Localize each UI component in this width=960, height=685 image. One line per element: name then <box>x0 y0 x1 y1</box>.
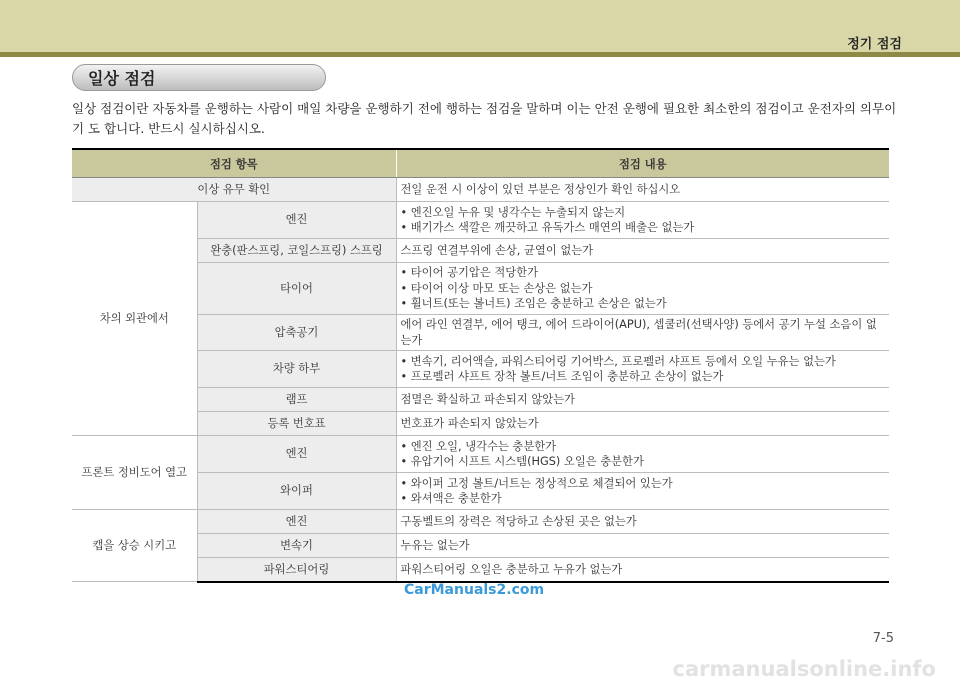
row-item: 타이어 <box>197 263 396 315</box>
row-item: 엔진 <box>197 202 396 239</box>
row-desc: 스프링 연결부위에 손상, 균열이 없는가 <box>396 239 889 263</box>
row-category: 프론트 정비도어 열고 <box>72 436 197 510</box>
row-desc <box>396 202 889 239</box>
bullet-line: • 와이퍼 고정 볼트/너트는 정상적으로 체결되어 있는가 <box>401 476 886 492</box>
table-row <box>72 510 889 534</box>
row-item: 차량 하부 <box>197 351 396 388</box>
row-item: 등록 번호표 <box>197 412 396 436</box>
row-desc: 점멸은 확실하고 파손되지 않았는가 <box>396 388 889 412</box>
row-desc: 파워스티어링 오일은 충분하고 누유가 없는가 <box>396 558 889 582</box>
row-desc <box>396 263 889 315</box>
header-divider <box>0 52 960 57</box>
row-category: 차의 외관에서 <box>72 202 197 436</box>
chapter-title: 정기 점검 <box>847 37 902 52</box>
page-number: 7-5 <box>872 631 894 646</box>
intro-paragraph: 일상 점검이란 자동차를 운행하는 사람이 매일 차량을 운행하기 전에 행하는 점검을 말하며 이는 안전 운행에 필요한 최소한의 점검이고 운전자의 의무이기 도 합니다. 반드시 실시하십시오. <box>72 101 897 136</box>
row-item: 엔진 <box>197 510 396 534</box>
bullet-line: • 와셔액은 충분한가 <box>401 491 886 507</box>
site-watermark: CarManuals2.com <box>404 582 545 598</box>
bullet-line: • 엔진오일 누유 및 냉각수는 누출되지 않는지 <box>401 205 886 221</box>
row-desc <box>396 351 889 388</box>
header-content: 점검 내용 <box>396 149 889 178</box>
row-category: 캡을 상승 시키고 <box>72 510 197 582</box>
row-desc: 누유는 없는가 <box>396 534 889 558</box>
row-desc: 번호표가 파손되지 않았는가 <box>396 412 889 436</box>
bullet-line: • 배기가스 색깔은 깨끗하고 유독가스 매연의 배출은 없는가 <box>401 220 886 236</box>
header-item: 점검 항목 <box>72 149 396 178</box>
bullet-line: • 휠너트(또는 볼너트) 조임은 충분하고 손상은 없는가 <box>401 296 886 312</box>
table-row <box>72 202 889 239</box>
row-desc: 에어 라인 연결부, 에어 탱크, 에어 드라이어(APU), 셉쿨러(선택사양) 등에서 공기 누설 소음이 없는가 <box>396 315 889 351</box>
table-row <box>72 178 889 202</box>
bullet-line: • 변속기, 리어액슬, 파워스티어링 기어박스, 프로펠러 샤프트 등에서 오일 누유는 없는가 <box>401 354 886 370</box>
row-desc: 구동벨트의 장력은 적당하고 손상된 곳은 없는가 <box>396 510 889 534</box>
row-desc <box>396 473 889 510</box>
section-title: 일상 점검 <box>88 69 156 88</box>
row-desc <box>396 436 889 473</box>
bullet-line: • 엔진 오일, 냉각수는 충분한가 <box>401 439 886 455</box>
row-item: 램프 <box>197 388 396 412</box>
table-row <box>72 436 889 473</box>
row-item: 와이퍼 <box>197 473 396 510</box>
row-item: 이상 유무 확인 <box>72 178 396 202</box>
header-band <box>0 0 960 52</box>
row-item: 변속기 <box>197 534 396 558</box>
row-item: 압축공기 <box>197 315 396 351</box>
bullet-line: • 타이어 공기압은 적당한가 <box>401 265 886 281</box>
footer-watermark: carmanualsonline.info <box>672 657 936 681</box>
row-item: 엔진 <box>197 436 396 473</box>
row-item: 완충(판스프링, 코일스프링) 스프링 <box>197 239 396 263</box>
row-item: 파워스티어링 <box>197 558 396 582</box>
bullet-line: • 프로펠러 샤프트 장착 볼트/너트 조임이 충분하고 손상이 없는가 <box>401 369 886 385</box>
bullet-line: • 타이어 이상 마모 또는 손상은 없는가 <box>401 281 886 297</box>
inspection-table <box>72 148 889 583</box>
bullet-line: • 유압기어 시프트 시스템(HGS) 오일은 충분한가 <box>401 454 886 470</box>
row-desc: 전일 운전 시 이상이 있던 부분은 정상인가 확인 하십시오 <box>396 178 889 202</box>
table-header-row <box>72 149 889 178</box>
